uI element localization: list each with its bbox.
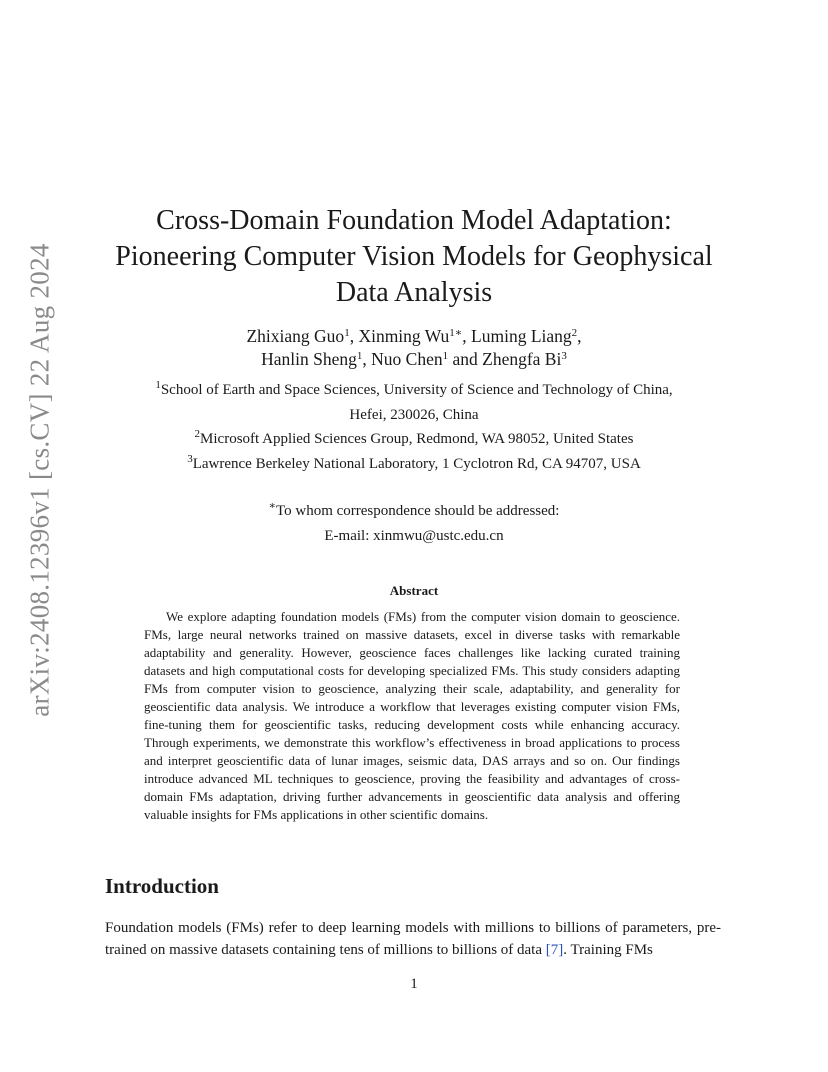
title-line-3: Data Analysis bbox=[335, 277, 493, 308]
title-line-1: Cross-Domain Foundation Model Adaptation: bbox=[156, 205, 672, 236]
affiliation-text: Microsoft Applied Sciences Group, Redmond, WA 98052, United States bbox=[200, 431, 634, 447]
citation-link[interactable]: [7] bbox=[545, 942, 564, 958]
correspondence-mark: ∗ bbox=[268, 500, 276, 512]
arxiv-identifier: arXiv:2408.12396v1 [cs.CV] 22 Aug 2024 bbox=[24, 243, 55, 717]
author-affiliation-mark: 1 bbox=[344, 327, 350, 339]
introduction-body bbox=[105, 917, 721, 961]
introduction-text: Foundation models (FMs) refer to deep learning models with millions to billions of parameters, pre-trained on massive datasets containing tens of millions to billions of data bbox=[105, 920, 721, 958]
affiliation-1-continued: Hefei, 230026, China bbox=[349, 406, 479, 423]
author-affiliation-mark: 3 bbox=[561, 350, 567, 362]
affiliation-text: Lawrence Berkeley National Laboratory, 1 Cyclotron Rd, CA 94707, USA bbox=[192, 455, 641, 472]
author-name: Hanlin Sheng bbox=[261, 349, 357, 369]
author-separator: , bbox=[577, 326, 582, 346]
page-number: 1 bbox=[410, 976, 418, 992]
author-name: Zhixiang Guo bbox=[246, 326, 345, 346]
author-name: , Nuo Chen bbox=[362, 349, 443, 369]
affiliation-mark: 2 bbox=[194, 428, 201, 440]
correspondence-text: To whom correspondence should be addressed: bbox=[276, 503, 560, 519]
introduction-heading: Introduction bbox=[105, 874, 219, 898]
author-name: and Zhengfa Bi bbox=[448, 349, 562, 369]
author-line-1 bbox=[100, 325, 728, 348]
affiliation-2 bbox=[90, 427, 738, 452]
author-affiliation-mark: 2 bbox=[571, 327, 578, 339]
author-name: , Xinming Wu bbox=[349, 326, 450, 346]
introduction-text-continued: . Training FMs bbox=[563, 942, 653, 958]
correspondence-line bbox=[100, 499, 728, 524]
title-line-2: Pioneering Computer Vision Models for Geophysical bbox=[115, 241, 713, 272]
author-list bbox=[100, 325, 728, 371]
affiliation-list bbox=[90, 378, 738, 476]
author-name: , Luming Liang bbox=[462, 326, 572, 346]
author-affiliation-mark: 1 bbox=[442, 350, 449, 362]
abstract-body: We explore adapting foundation models (FMs) from the computer vision domain to geoscience. FMs, large neural networks trained on massive datasets, excel in diverse tasks with remarkable adaptability and generality. However, geoscience faces challenges like lacking curated training datasets and high computational costs for developing specialized FMs. This study considers adapting FMs from computer vision to geoscience, analyzing their scale, adaptability, and generality for geoscientific data analysis. We introduce a workflow that leverages existing computer vision FMs, fine-tuning them for geoscientific tasks, reducing development costs while enhancing accuracy. Through experiments, we demonstrate this workflow’s effectiveness in broad applications to process and interpret geoscientific data of lunar images, seismic data, DAS arrays and so on. Our findings introduce advanced ML techniques to geoscience, proving the feasibility and advantages of cross-domain FMs adaptation, driving further advancements in geoscientific data analysis and offering valuable insights for FMs applications in other scientific domains. bbox=[144, 609, 680, 822]
author-line-2 bbox=[100, 348, 728, 371]
affiliation-1 bbox=[90, 378, 738, 403]
affiliation-mark: 3 bbox=[187, 452, 193, 465]
correspondence-email: E-mail: xinmwu@ustc.edu.cn bbox=[324, 527, 504, 544]
correspondence-note bbox=[100, 499, 728, 548]
abstract-heading: Abstract bbox=[389, 583, 439, 598]
paper-title bbox=[80, 203, 748, 311]
affiliation-text: School of Earth and Space Sciences, University of Science and Technology of China, bbox=[160, 382, 673, 398]
author-affiliation-mark: 1∗ bbox=[449, 327, 463, 339]
arxiv-sidebar-stamp bbox=[20, 243, 60, 717]
affiliation-3 bbox=[90, 452, 738, 477]
affiliation-mark: 1 bbox=[155, 379, 161, 391]
author-affiliation-mark: 1 bbox=[356, 350, 363, 362]
